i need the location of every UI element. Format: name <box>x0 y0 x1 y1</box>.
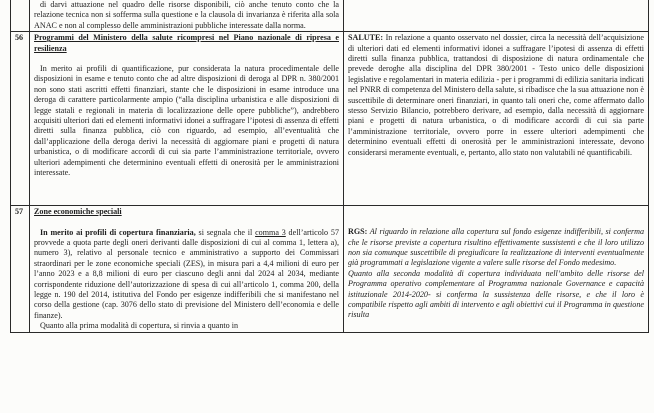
comma-reference: comma 3 <box>255 227 286 237</box>
table-row <box>11 206 649 332</box>
dossier-text: Quanto alla prima modalità di copertura, si rinvia a quanto in <box>40 321 239 331</box>
response-text: Al riguardo in relazione alla copertura sul fondo esigenze indifferibili, si conferma che le risorse previste a copertura risultino effettivamente sussistenti e che il loro utilizzo non sia comunque suscettibile di pregiudicare la realizzazione di interventi eventualmente già programmati a legislazione vigente a valere sulle risorse del Fondo medesimo. <box>348 227 644 268</box>
dossier-cell <box>30 32 344 206</box>
dossier-table <box>10 0 649 333</box>
row-number-cell <box>11 0 30 32</box>
dossier-text: di darvi attuazione nel quadro delle risorse disponibili, ciò anche tenuto conto che la relazione tecnica non si sofferma sulla questione e la clausola di invarianza è riferita alla sola ANAC e non al complesso delle amministrazioni pubbliche interessate dalla norma. <box>34 0 339 30</box>
table-row <box>11 32 649 206</box>
dossier-text: dell’articolo 57 provvede a quota parte degli oneri derivanti dalle disposizioni di cui al comma 1, lettera a), numero 3), relativo al personale tecnico e amministrativo a supporto dei Commissari straordinari per le zone economiche speciali (ZES), in misura pari a 4,4 milioni di euro per l’anno 2023 e a 8,8 milioni di euro per ciascuno degli anni dal 2024 al 2034, mediante corrispondente riduzione dell’autorizzazione di spesa di cui all’articolo 1, comma 200, della legge n. 190 del 2014, istitutiva del Fondo per esigenze indifferibili che si manifestano nel corso della gestione (cap. 3076 dello stato di previsione del Ministero dell’economia e delle finanze). <box>34 227 339 320</box>
dossier-cell <box>30 0 344 32</box>
dossier-cell <box>30 206 344 332</box>
response-cell <box>344 0 649 32</box>
section-title: Zone economiche speciali <box>34 207 122 217</box>
response-cell <box>344 206 649 332</box>
response-text: In relazione a quanto osservato nel dossier, circa la necessità dell’acquisizione di ulteriori dati ed elementi informativi idonei a suffragare l’ipotesi di assenza di effetti diretti sulla finanza pubblica, trattandosi di disposizione di natura ordinamentale che prevede deroghe alla disciplina del DPR 380/2001 - Testo unico delle disposizioni legislative e regolamentari in materia edilizia - per i programmi di edilizia sanitaria indicati nel PNRR di competenza del Ministero della salute, si ribadisce che la sua attuazione non è suscettibile di determinare oneri finanziari, in quanto tali oneri che, come affermato dallo stesso Servizio Bilancio, potrebbero derivare, ad esempio, dalla necessità di aggiornare piani e progetti di natura urbanistica, o di modificare accordi di cui sia parte l’amministrazione territoriale, ovvero porre in essere ulteriori adempimenti che determinino eventuali effetti di onerosità per le amministrazioni interessate, devono considerarsi meramente eventuali, e, pertanto, allo stato non valutabili né quantificabili. <box>348 33 644 157</box>
response-text: Quanto alla seconda modalità di copertura individuata nell’ambito delle risorse del Programma operativo complementare al Programma nazionale Governance e capacità istituzionale 2014-2020- si conferma la sussistenza delle risorse, e che il loro è compatibile rispetto agli ambiti di intervento e agli obiettivi cui il Programma in questione risulta <box>348 268 644 320</box>
table-row <box>11 0 649 32</box>
section-title: Programmi del Ministero della salute ricompresi nel Piano nazionale di ripresa e resilienza <box>34 33 339 53</box>
dossier-text: In merito ai profili di quantificazione, pur considerata la natura procedimentale delle disposizioni in esame e tenuto conto che ad altre disposizioni di deroga al DPR n. 380/2001 non sono stati ascritti effetti finanziari, stante che le disposizioni in esame introduce una deroga di carattere particolarmente ampio (“alla disciplina urbanistica e alle disposizioni di legge statali e regionali in materia di localizzazione delle opere pubbliche”), andrebbero acquisiti ulteriori dati ed elementi informativi idonei a suffragare l’ipotesi di assenza di effetti diretti sulla finanza pubblica, ciò con riguardo, ad esempio, all’eventualità che dall’applicazione della deroga derivi la necessità di aggiornare piani e progetti di natura urbanistica, o di modificare accordi di cui sia parte l’amministrazione territoriale, ovvero ulteriori adempimenti che determinino eventuali effetti di onerosità per le amministrazioni interessate. <box>34 64 339 178</box>
row-number: 57 <box>11 206 30 332</box>
row-number: 56 <box>11 32 30 206</box>
dossier-lead: In merito ai profili di copertura finanziaria, <box>40 227 196 237</box>
response-cell <box>344 32 649 206</box>
response-label: RGS: <box>348 227 368 237</box>
response-label: SALUTE: <box>348 33 384 43</box>
dossier-text: si segnala che il <box>195 227 256 237</box>
